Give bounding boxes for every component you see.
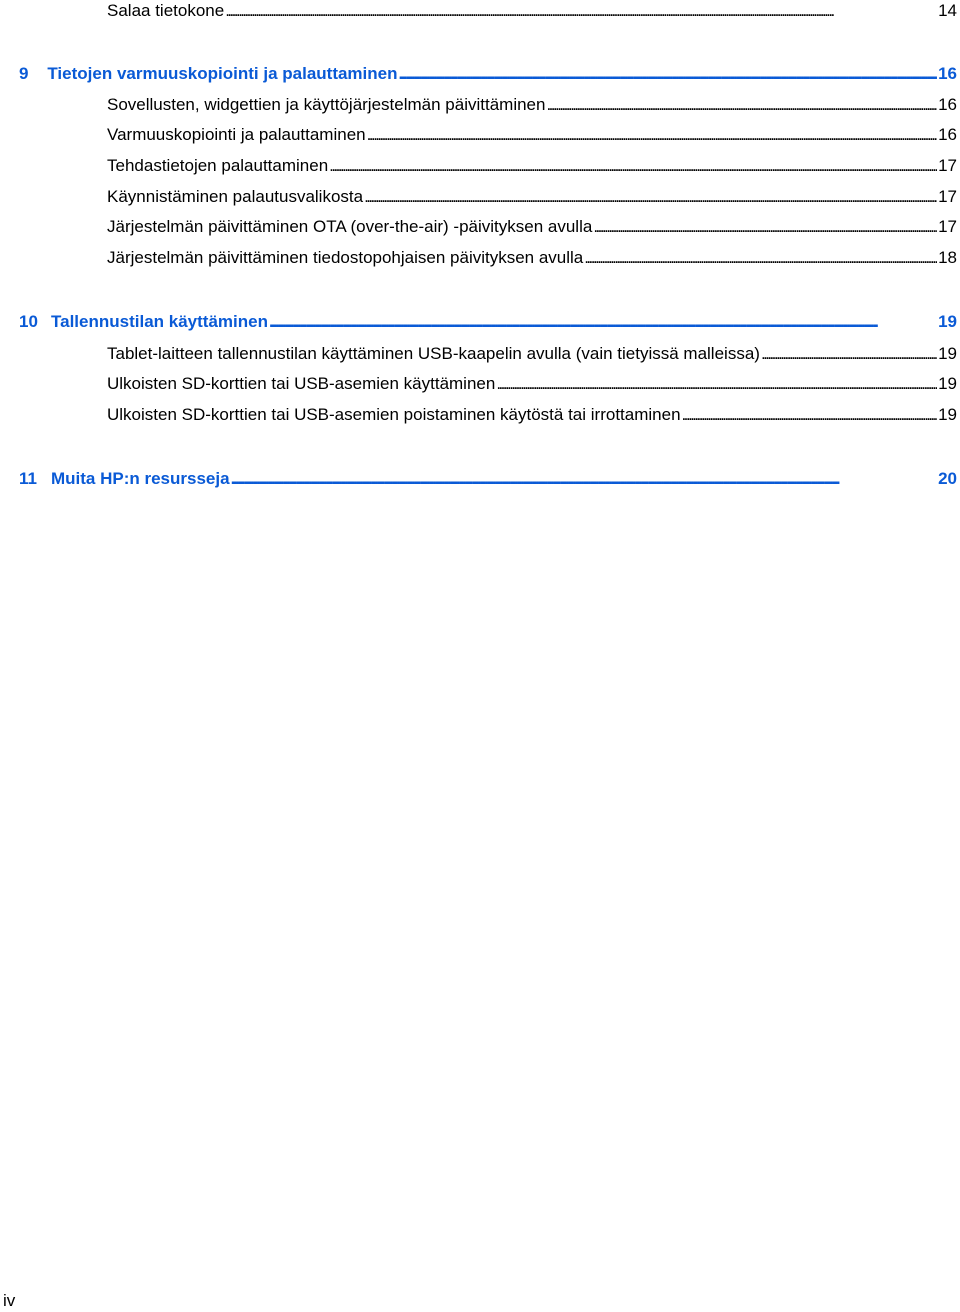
chapter-page: 20 [938, 469, 957, 488]
toc-entry-page: 16 [938, 95, 957, 114]
dot-leader [496, 373, 937, 395]
toc-entry-tehdastietojen-palauttaminen[interactable] [107, 155, 957, 177]
dot-leader [269, 311, 937, 333]
toc-chapter-9[interactable] [19, 63, 957, 85]
toc-entry-page: 19 [938, 405, 957, 424]
chapter-title: Tietojen varmuuskopiointi ja palauttaminen [47, 64, 398, 83]
toc-entry-title: Järjestelmän päivittäminen tiedostopohjaisen päivityksen avulla [107, 248, 584, 267]
toc-entry-title: Tablet-laitteen tallennustilan käyttäminen USB-kaapelin avulla (vain tietyissä malleissa) [107, 344, 760, 363]
toc-entry-page: 19 [938, 374, 957, 393]
toc-entry-ulkoiset-sd-kortit-kayttaminen[interactable] [107, 373, 957, 395]
chapter-number: 11 [19, 469, 37, 488]
dot-leader [593, 216, 937, 238]
dot-leader [399, 63, 938, 85]
chapter-number: 10 [19, 312, 38, 331]
toc-entry-salaa-tietokone[interactable] [107, 0, 957, 22]
toc-entry-varmuuskopiointi[interactable] [107, 124, 957, 146]
chapter-page: 19 [938, 312, 957, 331]
dot-leader [546, 94, 937, 116]
toc-entry-title: Ulkoisten SD-korttien tai USB-asemien poistaminen käytöstä tai irrottaminen [107, 405, 681, 424]
toc-entry-page: 18 [938, 248, 957, 267]
toc-entry-title: Varmuuskopiointi ja palauttaminen [107, 125, 366, 144]
toc-entry-title: Käynnistäminen palautusvalikosta [107, 187, 364, 206]
dot-leader [761, 343, 937, 365]
chapter-number: 9 [19, 64, 29, 83]
dot-leader [367, 124, 937, 146]
dot-leader [231, 468, 938, 490]
toc-entry-page: 17 [938, 156, 957, 175]
toc-entry-title: Ulkoisten SD-korttien tai USB-asemien käyttäminen [107, 374, 496, 393]
toc-entry-page: 16 [938, 125, 957, 144]
toc-entry-tiedostopohjainen-paivitys[interactable] [107, 247, 957, 269]
dot-leader [364, 186, 937, 208]
dot-leader [682, 404, 938, 426]
dot-leader [584, 247, 937, 269]
toc-entry-title: Tehdastietojen palauttaminen [107, 156, 329, 175]
toc-entry-title: Salaa tietokone [107, 1, 225, 20]
dot-leader [329, 155, 937, 177]
toc-entry-page: 17 [938, 187, 957, 206]
chapter-page: 16 [938, 64, 957, 83]
toc-entry-page: 17 [938, 217, 957, 236]
toc-entry-page: 14 [938, 1, 957, 20]
toc-entry-tablet-tallennustila[interactable] [107, 343, 957, 365]
toc-entry-page: 19 [938, 344, 957, 363]
chapter-title: Tallennustilan käyttäminen [51, 312, 268, 331]
toc-entry-title: Sovellusten, widgettien ja käyttöjärjestelmän päivittäminen [107, 95, 546, 114]
toc-chapter-10[interactable] [19, 311, 957, 333]
toc-entry-kaynnistaminen-palautusvalikosta[interactable] [107, 186, 957, 208]
page-number: iv [3, 1291, 16, 1310]
toc-entry-ulkoiset-sd-kortit-poistaminen[interactable] [107, 404, 957, 426]
toc-entry-title: Järjestelmän päivittäminen OTA (over-the-air) -päivityksen avulla [107, 217, 593, 236]
toc-entry-ota-paivitys[interactable] [107, 216, 957, 238]
toc-entry-sovellusten-paivittaminen[interactable] [107, 94, 957, 116]
toc-chapter-11[interactable] [19, 468, 957, 490]
dot-leader [225, 0, 937, 22]
chapter-title: Muita HP:n resursseja [51, 469, 230, 488]
